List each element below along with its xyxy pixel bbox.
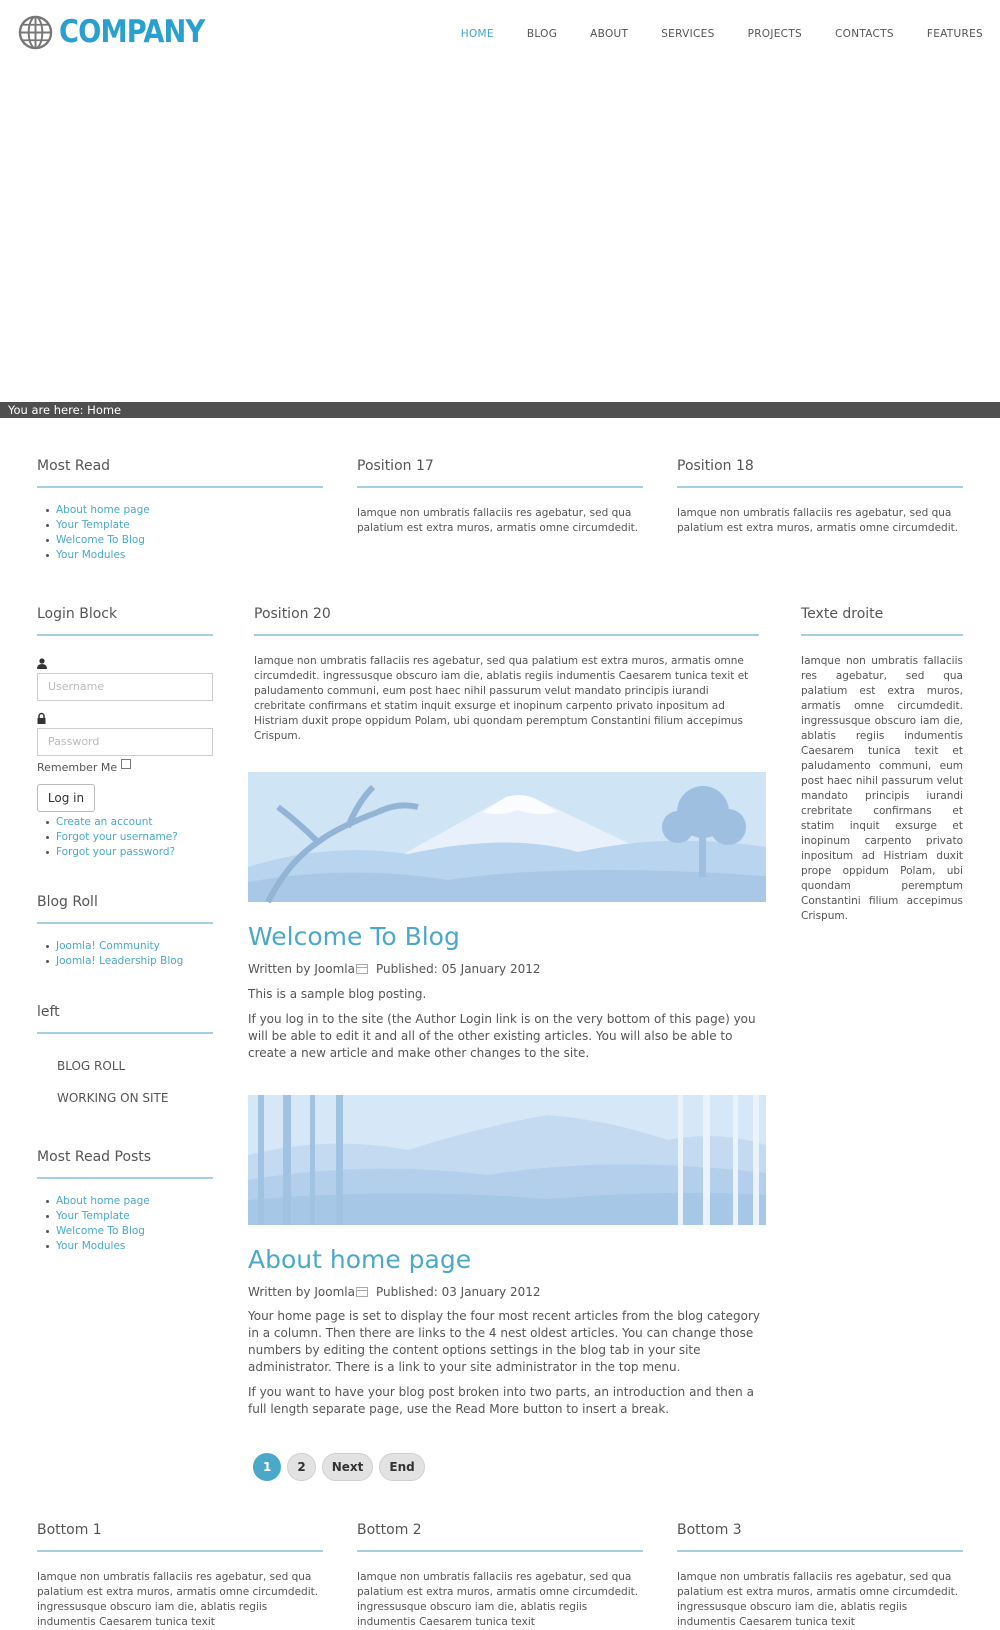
bottom2-module xyxy=(357,1522,643,1630)
link[interactable]: Welcome To Blog xyxy=(56,534,145,546)
username-input[interactable]: Username xyxy=(37,673,213,701)
most-read-module xyxy=(37,458,323,563)
position17-module xyxy=(357,458,643,536)
link[interactable]: Joomla! Leadership Blog xyxy=(56,955,184,967)
next-button[interactable]: Next xyxy=(322,1453,374,1481)
nav-services[interactable]: SERVICES xyxy=(661,28,715,40)
remember-checkbox[interactable] xyxy=(121,759,131,769)
article-body xyxy=(248,986,768,1070)
module-title: left xyxy=(37,1004,213,1034)
logo-text: COMPANY xyxy=(59,14,205,50)
article-meta xyxy=(248,1285,541,1299)
page-2-button[interactable]: 2 xyxy=(287,1453,315,1481)
article-author: Written by Joomla xyxy=(248,962,355,976)
most-read-posts-module xyxy=(37,1149,213,1254)
position18-module xyxy=(677,458,963,536)
nav-features[interactable]: FEATURES xyxy=(926,28,983,40)
list-item[interactable] xyxy=(37,939,213,954)
module-title: Position 17 xyxy=(357,458,643,488)
link[interactable]: Your Modules xyxy=(56,1240,126,1252)
link[interactable]: Welcome To Blog xyxy=(56,1225,145,1237)
module-title: Bottom 2 xyxy=(357,1522,643,1552)
list-item[interactable] xyxy=(37,845,213,860)
pagination xyxy=(253,1453,425,1481)
list-item[interactable] xyxy=(37,815,213,830)
article-body xyxy=(248,1308,768,1426)
article-title[interactable]: Welcome To Blog xyxy=(248,922,460,951)
list-item[interactable] xyxy=(37,1209,213,1224)
module-title: Bottom 3 xyxy=(677,1522,963,1552)
list-item[interactable] xyxy=(37,1224,213,1239)
article-title[interactable]: About home page xyxy=(248,1245,472,1274)
list-item[interactable] xyxy=(37,1194,213,1209)
login-module xyxy=(37,606,213,860)
menu-item-working-on-site[interactable]: WORKING ON SITE xyxy=(57,1091,169,1105)
module-text: Iamque non umbratis fallaciis res agebatur, sed qua palatium est extra muros, armatis omne circumdedit. ingressusque obscuro iam die, ablatis regiis indumentis Caesarem tunica texit et paludamento communi, eum post haec nihil passurum velut mandato principis iurandi crebritate confirmans et statim inquit exsurge et inopinum carpento privato inpositum ad Histriam duxit prope oppidum Polam, ubi quondam peremptum Constantini filium accepimus Crispum. xyxy=(801,655,963,922)
article-meta xyxy=(248,962,541,976)
left-menu xyxy=(37,1050,213,1114)
bottom3-module xyxy=(677,1522,963,1630)
module-title: Most Read Posts xyxy=(37,1149,213,1179)
list-item[interactable] xyxy=(37,954,213,969)
left-module xyxy=(37,1004,213,1114)
login-links xyxy=(37,815,213,860)
link[interactable]: Joomla! Community xyxy=(56,940,160,952)
blog-roll-module xyxy=(37,894,213,969)
remember-label: Remember Me xyxy=(37,761,118,774)
module-title: Bottom 1 xyxy=(37,1522,323,1552)
remember-me-row xyxy=(37,761,213,774)
link[interactable]: Your Template xyxy=(56,1210,130,1222)
page-1-button[interactable]: 1 xyxy=(253,1453,281,1481)
article-banner-image xyxy=(248,772,766,902)
most-read-list xyxy=(37,503,323,563)
list-item[interactable] xyxy=(37,518,323,533)
login-button[interactable]: Log in xyxy=(37,784,95,812)
end-button[interactable]: End xyxy=(379,1453,424,1481)
link[interactable]: About home page xyxy=(56,1195,150,1207)
module-text: Iamque non umbratis fallaciis res agebatur, sed qua palatium est extra muros, armatis omne circumdedit. xyxy=(357,507,639,534)
user-icon xyxy=(37,658,213,670)
most-read-posts-list xyxy=(37,1194,213,1254)
module-title: Blog Roll xyxy=(37,894,213,924)
article-date: Published: 05 January 2012 xyxy=(375,962,541,976)
logo[interactable] xyxy=(18,14,224,50)
module-title: Position 18 xyxy=(677,458,963,488)
blog-roll-list xyxy=(37,939,213,969)
module-text: Iamque non umbratis fallaciis res agebatur, sed qua palatium est extra muros, armatis omne circumdedit. xyxy=(677,507,959,534)
lock-icon xyxy=(37,713,213,725)
main-nav xyxy=(428,28,983,40)
list-item[interactable] xyxy=(37,830,213,845)
article-paragraph: If you want to have your blog post broken into two parts, an introduction and then a full length separate page, use the Read More button to insert a break. xyxy=(248,1385,754,1416)
nav-projects[interactable]: PROJECTS xyxy=(747,28,802,40)
texte-droite-module xyxy=(801,606,963,924)
nav-contacts[interactable]: CONTACTS xyxy=(835,28,894,40)
article-banner-image xyxy=(248,1095,766,1225)
create-account-link[interactable]: Create an account xyxy=(56,816,153,828)
module-title: Texte droite xyxy=(801,606,963,636)
module-title: Position 20 xyxy=(254,606,759,636)
article-paragraph: Your home page is set to display the four most recent articles from the blog category in a column. Then there are links to the 4 nest oldest articles. You can change those numbers by editing the content options settings in the blog tab in your site administrator. There is a link to your site administrator in the top menu. xyxy=(248,1309,760,1374)
module-text: Iamque non umbratis fallaciis res agebatur, sed qua palatium est extra muros, armatis omne circumdedit. ingressusque obscuro iam die, ablatis regiis indumentis Caesarem tunica texit xyxy=(37,1571,319,1628)
list-item[interactable] xyxy=(37,1239,213,1254)
module-title: Login Block xyxy=(37,606,213,636)
link[interactable]: Your Template xyxy=(56,519,130,531)
globe-icon xyxy=(18,15,53,50)
list-item[interactable] xyxy=(37,503,323,518)
nav-home[interactable]: HOME xyxy=(460,28,494,40)
list-item[interactable] xyxy=(37,533,323,548)
calendar-icon xyxy=(356,1287,368,1297)
list-item[interactable] xyxy=(37,548,323,563)
forgot-password-link[interactable]: Forgot your password? xyxy=(56,846,176,858)
forgot-username-link[interactable]: Forgot your username? xyxy=(56,831,178,843)
article-date: Published: 03 January 2012 xyxy=(375,1285,541,1299)
module-text: Iamque non umbratis fallaciis res agebatur, sed qua palatium est extra muros, armatis omne circumdedit. ingressusque obscuro iam die, ablatis regiis indumentis Caesarem tunica texit xyxy=(677,1571,959,1628)
article-paragraph: If you log in to the site (the Author Login link is on the very bottom of this page) you will be able to edit it and all of the other existing articles. You will also be able to create a new article and make other changes to the site. xyxy=(248,1012,756,1060)
bottom1-module xyxy=(37,1522,323,1630)
nav-about[interactable]: ABOUT xyxy=(590,28,629,40)
position20-module xyxy=(254,606,759,744)
calendar-icon xyxy=(356,964,368,974)
nav-blog[interactable]: BLOG xyxy=(526,28,558,40)
module-text: Iamque non umbratis fallaciis res agebatur, sed qua palatium est extra muros, armatis omne circumdedit. ingressusque obscuro iam die, ablatis regiis indumentis Caesarem tunica texit xyxy=(357,1571,639,1628)
link[interactable]: About home page xyxy=(56,504,150,516)
breadcrumb: You are here: Home xyxy=(0,402,1000,418)
menu-item-blog-roll[interactable]: BLOG ROLL xyxy=(57,1059,126,1073)
article-author: Written by Joomla xyxy=(248,1285,355,1299)
article-paragraph: This is a sample blog posting. xyxy=(248,987,427,1001)
password-input[interactable]: Password xyxy=(37,728,213,756)
module-text: Iamque non umbratis fallaciis res agebatur, sed qua palatium est extra muros, armatis omne circumdedit. ingressusque obscuro iam die, ablatis regiis indumentis Caesarem tunica texit et paludamento communi, eum post haec nihil passurum velut mandato principis iurandi crebritate confirmans et statim inquit exsurge et inopinum carpento privato inpositum ad Histriam duxit prope oppidum Polam, ubi quondam peremptum Constantini filium accepimus Crispum. xyxy=(254,655,749,742)
module-title: Most Read xyxy=(37,458,323,488)
link[interactable]: Your Modules xyxy=(56,549,126,561)
